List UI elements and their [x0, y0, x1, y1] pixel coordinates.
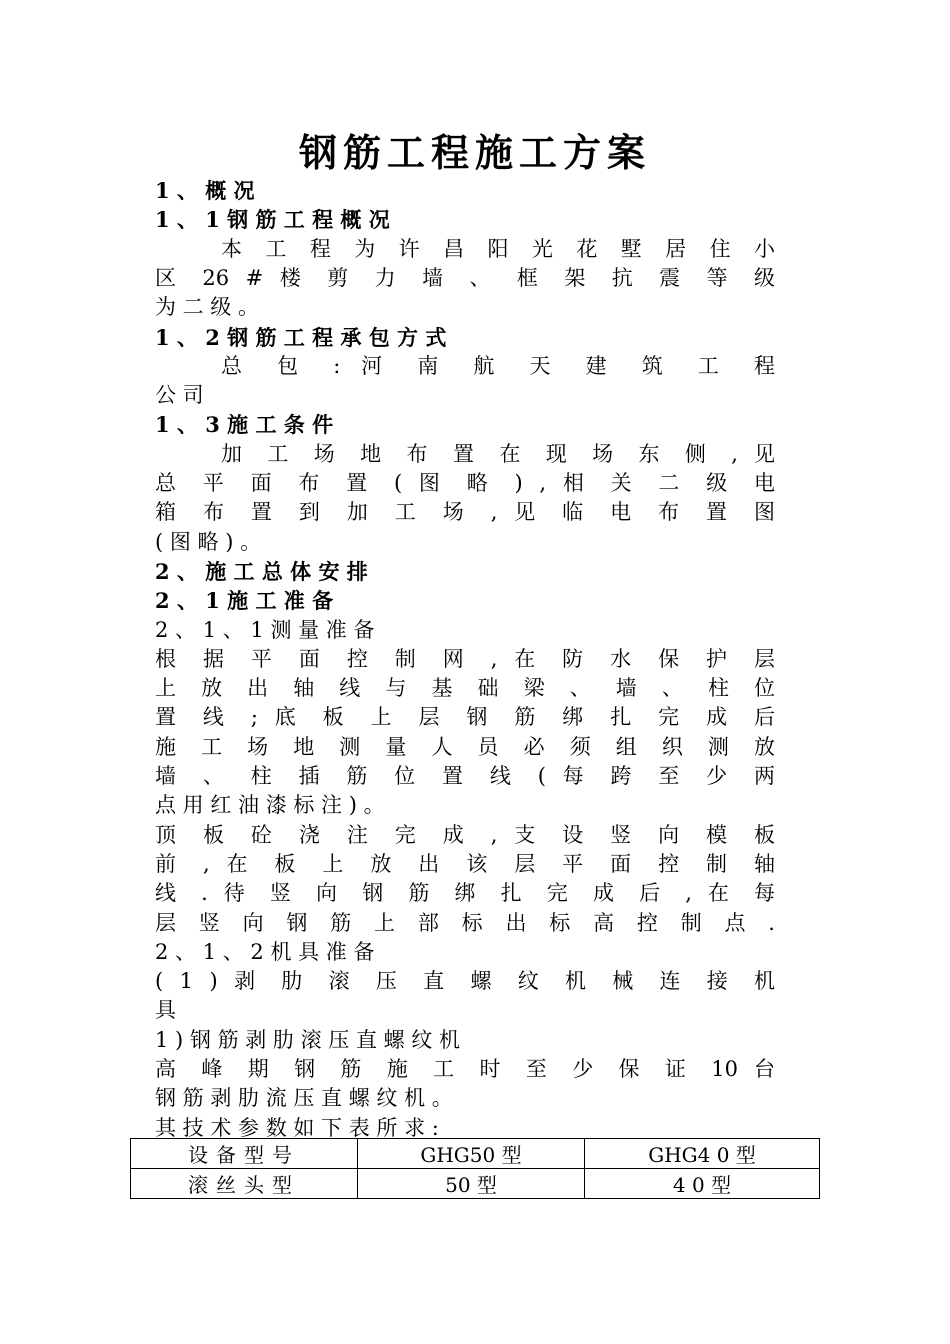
text-line: 顶 板 砼 浇 注 完 成 , 支 设 竖 向 模 板	[155, 822, 775, 847]
table-cell: 50 型	[358, 1169, 585, 1199]
text-line: 根 据 平 面 控 制 网 , 在 防 水 保 护 层	[155, 646, 775, 671]
table-cell: 滚丝头型	[131, 1169, 358, 1199]
text-line: 本 工 程 为 许 昌 阳 光 花 墅 居 住 小	[221, 236, 775, 261]
text-line: 钢 筋 剥 肋 流 压 直 螺 纹 机 。	[155, 1086, 453, 1111]
text-line: 层 竖 向 钢 筋 上 部 标 出 标 高 控 制 点 .	[155, 910, 775, 935]
text-line: 置 线 ; 底 板 上 层 钢 筋 绑 扎 完 成 后	[155, 705, 775, 730]
spec-table	[130, 1138, 820, 1199]
table-cell: GHG50 型	[358, 1139, 585, 1169]
section-heading: 2 、 施 工 总 体 安 排	[155, 558, 368, 584]
section-heading: 1 、 概 况	[155, 178, 255, 203]
text-line: 2 、 1 、 1 测 量 准 备	[155, 617, 375, 642]
text-line: 线 . 待 竖 向 钢 筋 绑 扎 完 成 后 , 在 每	[155, 881, 775, 906]
text-line: 前 , 在 板 上 放 出 该 层 平 面 控 制 轴	[155, 851, 775, 876]
table-row	[131, 1169, 820, 1199]
text-line: 具	[155, 998, 176, 1023]
text-line: 箱 布 置 到 加 工 场 , 见 临 电 布 置 图	[155, 500, 775, 525]
text-line: 2 、 1 、 2 机 具 准 备	[155, 939, 375, 964]
section-heading: 1 、 1 钢 筋 工 程 概 况	[155, 207, 390, 233]
text-line: 加 工 场 地 布 置 在 现 场 东 侧 , 见	[221, 441, 775, 466]
section-heading: 2 、 1 施 工 准 备	[155, 588, 334, 614]
section-heading: 1 、 3 施 工 条 件	[155, 412, 334, 438]
text-line: 总 包 : 河 南 航 天 建 筑 工 程	[221, 353, 775, 378]
table-row	[131, 1139, 820, 1169]
section-heading: 1 、 2 钢 筋 工 程 承 包 方 式	[155, 324, 447, 350]
document-title: 钢筋工程施工方案	[298, 130, 651, 175]
text-line: 墙 、 柱 插 筋 位 置 线 ( 每 跨 至 少 两	[155, 764, 775, 788]
text-line: 总 平 面 布 置 ( 图 略 ) , 相 关 二 级 电	[155, 471, 775, 495]
text-line: 区 26 # 楼 剪 力 墙 、 框 架 抗 震 等 级	[155, 265, 775, 290]
text-line: 1 ) 钢 筋 剥 肋 滚 压 直 螺 纹 机	[155, 1027, 460, 1052]
text-line: 为 二 级 。	[155, 295, 260, 320]
text-line: 点 用 红 油 漆 标 注 ) 。	[155, 793, 385, 818]
table-cell: 设备型号	[131, 1139, 358, 1169]
text-line: 高 峰 期 钢 筋 施 工 时 至 少 保 证 10 台	[155, 1057, 775, 1081]
text-line: 其 技 术 参 数 如 下 表 所 求 :	[155, 1115, 439, 1140]
text-line: ( 图 略 ) 。	[155, 529, 262, 554]
text-line: 公 司	[155, 383, 204, 408]
table-cell: 4 0 型	[585, 1169, 820, 1199]
text-line: 施 工 场 地 测 量 人 员 必 须 组 织 测 放	[155, 734, 775, 759]
text-line: ( 1 ) 剥 肋 滚 压 直 螺 纹 机 械 连 接 机	[155, 969, 775, 994]
text-line: 上 放 出 轴 线 与 基 础 梁 、 墙 、 柱 位	[155, 676, 775, 701]
table-cell: GHG4 0 型	[585, 1139, 820, 1169]
